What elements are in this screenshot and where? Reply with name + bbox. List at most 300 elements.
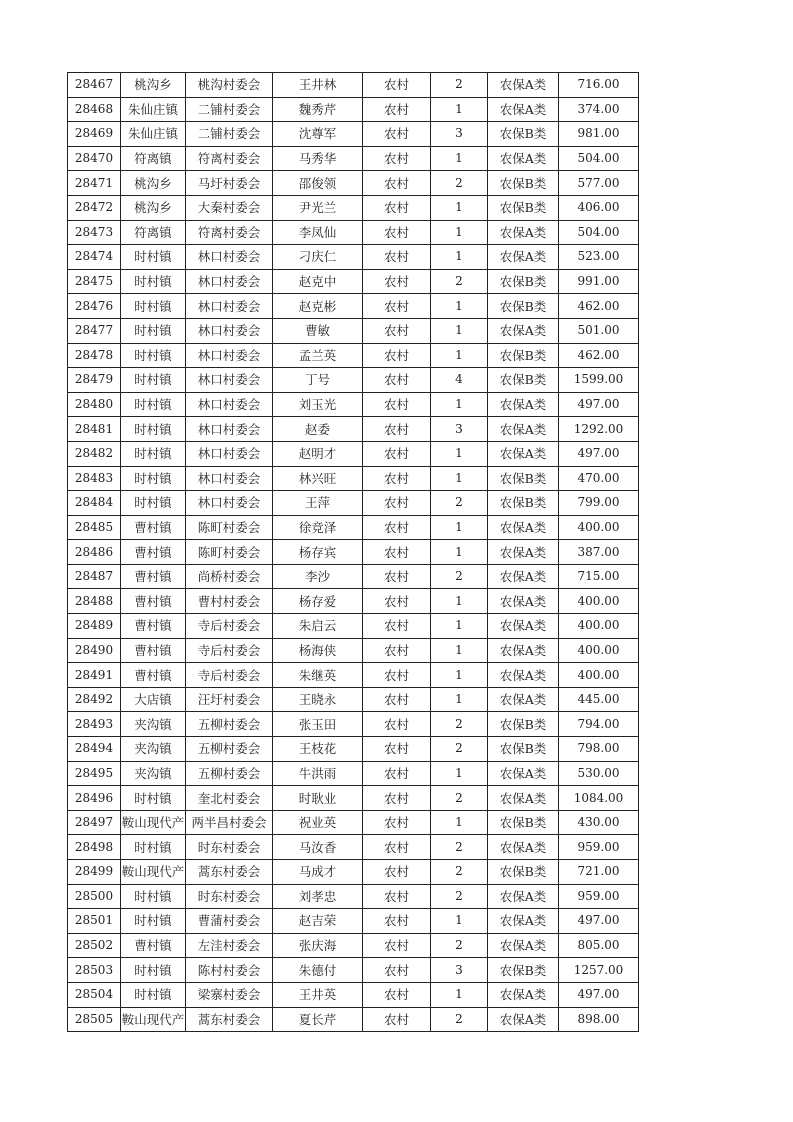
household-count-cell: 2 — [431, 933, 488, 958]
area-type-cell: 农村 — [363, 982, 431, 1007]
area-type-cell: 农村 — [363, 269, 431, 294]
person-name-cell: 王井林 — [273, 73, 363, 98]
table-row — [68, 712, 639, 737]
town-cell: 曹村镇 — [121, 933, 186, 958]
table-row — [68, 318, 639, 343]
insurance-type-cell: 农保A类 — [488, 73, 559, 98]
record-id-cell: 28486 — [68, 540, 121, 565]
insurance-type-cell: 农保A类 — [488, 638, 559, 663]
amount-cell: 530.00 — [559, 761, 639, 786]
town-cell: 鞍山现代产 — [121, 1007, 186, 1032]
village-committee-cell: 符离村委会 — [186, 220, 273, 245]
record-id-cell: 28500 — [68, 884, 121, 909]
village-committee-cell: 五柳村委会 — [186, 737, 273, 762]
household-count-cell: 1 — [431, 638, 488, 663]
village-committee-cell: 符离村委会 — [186, 146, 273, 171]
area-type-cell: 农村 — [363, 958, 431, 983]
town-cell: 夹沟镇 — [121, 761, 186, 786]
household-count-cell: 2 — [431, 835, 488, 860]
record-id-cell: 28478 — [68, 343, 121, 368]
village-committee-cell: 林口村委会 — [186, 269, 273, 294]
area-type-cell: 农村 — [363, 441, 431, 466]
table-row — [68, 73, 639, 98]
village-committee-cell: 林口村委会 — [186, 417, 273, 442]
person-name-cell: 赵吉荣 — [273, 909, 363, 934]
area-type-cell: 农村 — [363, 933, 431, 958]
person-name-cell: 祝业英 — [273, 810, 363, 835]
table-row — [68, 122, 639, 147]
area-type-cell: 农村 — [363, 589, 431, 614]
amount-cell: 374.00 — [559, 97, 639, 122]
records-table-body — [68, 73, 639, 1032]
amount-cell: 400.00 — [559, 663, 639, 688]
person-name-cell: 王萍 — [273, 491, 363, 516]
person-name-cell: 张玉田 — [273, 712, 363, 737]
table-row — [68, 884, 639, 909]
area-type-cell: 农村 — [363, 97, 431, 122]
amount-cell: 981.00 — [559, 122, 639, 147]
household-count-cell: 1 — [431, 318, 488, 343]
area-type-cell: 农村 — [363, 737, 431, 762]
town-cell: 时村镇 — [121, 466, 186, 491]
area-type-cell: 农村 — [363, 884, 431, 909]
area-type-cell: 农村 — [363, 515, 431, 540]
amount-cell: 1292.00 — [559, 417, 639, 442]
town-cell: 曹村镇 — [121, 515, 186, 540]
area-type-cell: 农村 — [363, 294, 431, 319]
person-name-cell: 沈尊军 — [273, 122, 363, 147]
insurance-type-cell: 农保B类 — [488, 860, 559, 885]
person-name-cell: 马成才 — [273, 860, 363, 885]
record-id-cell: 28480 — [68, 392, 121, 417]
area-type-cell: 农村 — [363, 392, 431, 417]
table-row — [68, 392, 639, 417]
town-cell: 时村镇 — [121, 835, 186, 860]
person-name-cell: 朱启云 — [273, 614, 363, 639]
village-committee-cell: 曹村村委会 — [186, 589, 273, 614]
record-id-cell: 28497 — [68, 810, 121, 835]
area-type-cell: 农村 — [363, 491, 431, 516]
insurance-type-cell: 农保B类 — [488, 269, 559, 294]
amount-cell: 462.00 — [559, 294, 639, 319]
table-row — [68, 245, 639, 270]
town-cell: 时村镇 — [121, 318, 186, 343]
table-row — [68, 786, 639, 811]
town-cell: 曹村镇 — [121, 540, 186, 565]
household-count-cell: 1 — [431, 97, 488, 122]
town-cell: 时村镇 — [121, 982, 186, 1007]
insurance-type-cell: 农保A类 — [488, 761, 559, 786]
village-committee-cell: 五柳村委会 — [186, 761, 273, 786]
household-count-cell: 1 — [431, 909, 488, 934]
insurance-type-cell: 农保B类 — [488, 122, 559, 147]
person-name-cell: 刘玉光 — [273, 392, 363, 417]
insurance-type-cell: 农保B类 — [488, 343, 559, 368]
town-cell: 时村镇 — [121, 368, 186, 393]
amount-cell: 1084.00 — [559, 786, 639, 811]
table-row — [68, 294, 639, 319]
table-row — [68, 614, 639, 639]
record-id-cell: 28492 — [68, 687, 121, 712]
village-committee-cell: 时东村委会 — [186, 835, 273, 860]
record-id-cell: 28476 — [68, 294, 121, 319]
insurance-type-cell: 农保A类 — [488, 884, 559, 909]
amount-cell: 504.00 — [559, 146, 639, 171]
town-cell: 曹村镇 — [121, 614, 186, 639]
village-committee-cell: 林口村委会 — [186, 466, 273, 491]
village-committee-cell: 寺后村委会 — [186, 638, 273, 663]
record-id-cell: 28504 — [68, 982, 121, 1007]
household-count-cell: 3 — [431, 417, 488, 442]
record-id-cell: 28468 — [68, 97, 121, 122]
household-count-cell: 2 — [431, 171, 488, 196]
amount-cell: 798.00 — [559, 737, 639, 762]
amount-cell: 959.00 — [559, 884, 639, 909]
record-id-cell: 28472 — [68, 195, 121, 220]
table-row — [68, 958, 639, 983]
table-row — [68, 146, 639, 171]
record-id-cell: 28490 — [68, 638, 121, 663]
record-id-cell: 28493 — [68, 712, 121, 737]
area-type-cell: 农村 — [363, 73, 431, 98]
insurance-type-cell: 农保B类 — [488, 195, 559, 220]
person-name-cell: 魏秀芹 — [273, 97, 363, 122]
village-committee-cell: 两半昌村委会 — [186, 810, 273, 835]
person-name-cell: 邵俊领 — [273, 171, 363, 196]
insurance-type-cell: 农保A类 — [488, 589, 559, 614]
amount-cell: 497.00 — [559, 982, 639, 1007]
area-type-cell: 农村 — [363, 220, 431, 245]
town-cell: 桃沟乡 — [121, 73, 186, 98]
area-type-cell: 农村 — [363, 712, 431, 737]
record-id-cell: 28499 — [68, 860, 121, 885]
insurance-type-cell: 农保A类 — [488, 909, 559, 934]
record-id-cell: 28483 — [68, 466, 121, 491]
table-row — [68, 589, 639, 614]
table-row — [68, 515, 639, 540]
amount-cell: 497.00 — [559, 441, 639, 466]
household-count-cell: 1 — [431, 540, 488, 565]
area-type-cell: 农村 — [363, 909, 431, 934]
area-type-cell: 农村 — [363, 638, 431, 663]
person-name-cell: 李沙 — [273, 564, 363, 589]
area-type-cell: 农村 — [363, 146, 431, 171]
household-count-cell: 1 — [431, 245, 488, 270]
amount-cell: 470.00 — [559, 466, 639, 491]
person-name-cell: 赵委 — [273, 417, 363, 442]
insurance-type-cell: 农保A类 — [488, 392, 559, 417]
person-name-cell: 赵克中 — [273, 269, 363, 294]
household-count-cell: 2 — [431, 712, 488, 737]
table-row — [68, 982, 639, 1007]
village-committee-cell: 林口村委会 — [186, 343, 273, 368]
area-type-cell: 农村 — [363, 318, 431, 343]
village-committee-cell: 二铺村委会 — [186, 122, 273, 147]
village-committee-cell: 林口村委会 — [186, 392, 273, 417]
household-count-cell: 1 — [431, 614, 488, 639]
area-type-cell: 农村 — [363, 860, 431, 885]
village-committee-cell: 林口村委会 — [186, 368, 273, 393]
insurance-type-cell: 农保A类 — [488, 220, 559, 245]
insurance-type-cell: 农保B类 — [488, 810, 559, 835]
person-name-cell: 马秀华 — [273, 146, 363, 171]
town-cell: 夹沟镇 — [121, 712, 186, 737]
person-name-cell: 刁庆仁 — [273, 245, 363, 270]
person-name-cell: 夏长芹 — [273, 1007, 363, 1032]
table-row — [68, 810, 639, 835]
person-name-cell: 李凤仙 — [273, 220, 363, 245]
amount-cell: 805.00 — [559, 933, 639, 958]
town-cell: 时村镇 — [121, 343, 186, 368]
amount-cell: 959.00 — [559, 835, 639, 860]
table-row — [68, 171, 639, 196]
town-cell: 桃沟乡 — [121, 171, 186, 196]
table-row — [68, 933, 639, 958]
table-row — [68, 466, 639, 491]
household-count-cell: 1 — [431, 294, 488, 319]
amount-cell: 721.00 — [559, 860, 639, 885]
amount-cell: 430.00 — [559, 810, 639, 835]
town-cell: 曹村镇 — [121, 638, 186, 663]
insurance-type-cell: 农保B类 — [488, 171, 559, 196]
person-name-cell: 王井英 — [273, 982, 363, 1007]
area-type-cell: 农村 — [363, 564, 431, 589]
insurance-type-cell: 农保A类 — [488, 564, 559, 589]
household-count-cell: 2 — [431, 1007, 488, 1032]
table-row — [68, 368, 639, 393]
village-committee-cell: 林口村委会 — [186, 441, 273, 466]
amount-cell: 799.00 — [559, 491, 639, 516]
village-committee-cell: 蒿东村委会 — [186, 860, 273, 885]
village-committee-cell: 蒿东村委会 — [186, 1007, 273, 1032]
area-type-cell: 农村 — [363, 663, 431, 688]
insurance-type-cell: 农保A类 — [488, 835, 559, 860]
table-row — [68, 343, 639, 368]
amount-cell: 462.00 — [559, 343, 639, 368]
village-committee-cell: 寺后村委会 — [186, 614, 273, 639]
insurance-type-cell: 农保A类 — [488, 614, 559, 639]
table-row — [68, 97, 639, 122]
table-row — [68, 491, 639, 516]
household-count-cell: 1 — [431, 195, 488, 220]
amount-cell: 387.00 — [559, 540, 639, 565]
village-committee-cell: 桃沟村委会 — [186, 73, 273, 98]
person-name-cell: 朱德付 — [273, 958, 363, 983]
village-committee-cell: 陈町村委会 — [186, 515, 273, 540]
insurance-type-cell: 农保B类 — [488, 958, 559, 983]
area-type-cell: 农村 — [363, 245, 431, 270]
household-count-cell: 2 — [431, 564, 488, 589]
town-cell: 鞍山现代产 — [121, 810, 186, 835]
insurance-type-cell: 农保A类 — [488, 982, 559, 1007]
village-committee-cell: 马圩村委会 — [186, 171, 273, 196]
village-committee-cell: 陈町村委会 — [186, 540, 273, 565]
insurance-type-cell: 农保A类 — [488, 687, 559, 712]
village-committee-cell: 林口村委会 — [186, 294, 273, 319]
person-name-cell: 时耿业 — [273, 786, 363, 811]
household-count-cell: 1 — [431, 663, 488, 688]
record-id-cell: 28491 — [68, 663, 121, 688]
person-name-cell: 刘孝忠 — [273, 884, 363, 909]
area-type-cell: 农村 — [363, 368, 431, 393]
record-id-cell: 28496 — [68, 786, 121, 811]
village-committee-cell: 陈村村委会 — [186, 958, 273, 983]
insurance-type-cell: 农保A类 — [488, 933, 559, 958]
household-count-cell: 2 — [431, 737, 488, 762]
household-count-cell: 2 — [431, 491, 488, 516]
area-type-cell: 农村 — [363, 786, 431, 811]
person-name-cell: 马汝香 — [273, 835, 363, 860]
table-row — [68, 835, 639, 860]
town-cell: 时村镇 — [121, 294, 186, 319]
record-id-cell: 28487 — [68, 564, 121, 589]
person-name-cell: 丁号 — [273, 368, 363, 393]
record-id-cell: 28498 — [68, 835, 121, 860]
amount-cell: 445.00 — [559, 687, 639, 712]
record-id-cell: 28488 — [68, 589, 121, 614]
amount-cell: 1257.00 — [559, 958, 639, 983]
household-count-cell: 2 — [431, 73, 488, 98]
household-count-cell: 1 — [431, 343, 488, 368]
household-count-cell: 2 — [431, 860, 488, 885]
person-name-cell: 赵明才 — [273, 441, 363, 466]
insurance-type-cell: 农保A类 — [488, 540, 559, 565]
town-cell: 桃沟乡 — [121, 195, 186, 220]
table-row — [68, 687, 639, 712]
amount-cell: 400.00 — [559, 638, 639, 663]
amount-cell: 715.00 — [559, 564, 639, 589]
household-count-cell: 1 — [431, 146, 488, 171]
town-cell: 时村镇 — [121, 441, 186, 466]
person-name-cell: 尹光兰 — [273, 195, 363, 220]
table-row — [68, 761, 639, 786]
area-type-cell: 农村 — [363, 195, 431, 220]
record-id-cell: 28484 — [68, 491, 121, 516]
table-row — [68, 269, 639, 294]
town-cell: 夹沟镇 — [121, 737, 186, 762]
record-id-cell: 28481 — [68, 417, 121, 442]
household-count-cell: 2 — [431, 786, 488, 811]
person-name-cell: 杨存爱 — [273, 589, 363, 614]
area-type-cell: 农村 — [363, 171, 431, 196]
household-count-cell: 3 — [431, 958, 488, 983]
record-id-cell: 28469 — [68, 122, 121, 147]
town-cell: 曹村镇 — [121, 589, 186, 614]
area-type-cell: 农村 — [363, 417, 431, 442]
town-cell: 时村镇 — [121, 269, 186, 294]
area-type-cell: 农村 — [363, 1007, 431, 1032]
person-name-cell: 孟兰英 — [273, 343, 363, 368]
table-row — [68, 860, 639, 885]
table-row — [68, 1007, 639, 1032]
village-committee-cell: 二铺村委会 — [186, 97, 273, 122]
village-committee-cell: 梁寨村委会 — [186, 982, 273, 1007]
household-count-cell: 2 — [431, 269, 488, 294]
area-type-cell: 农村 — [363, 466, 431, 491]
household-count-cell: 1 — [431, 982, 488, 1007]
town-cell: 大店镇 — [121, 687, 186, 712]
record-id-cell: 28501 — [68, 909, 121, 934]
record-id-cell: 28479 — [68, 368, 121, 393]
amount-cell: 716.00 — [559, 73, 639, 98]
town-cell: 曹村镇 — [121, 663, 186, 688]
record-id-cell: 28502 — [68, 933, 121, 958]
village-committee-cell: 林口村委会 — [186, 318, 273, 343]
insurance-type-cell: 农保A类 — [488, 1007, 559, 1032]
town-cell: 时村镇 — [121, 392, 186, 417]
amount-cell: 400.00 — [559, 614, 639, 639]
household-count-cell: 4 — [431, 368, 488, 393]
table-row — [68, 564, 639, 589]
person-name-cell: 杨海侠 — [273, 638, 363, 663]
record-id-cell: 28489 — [68, 614, 121, 639]
insurance-type-cell: 农保B类 — [488, 712, 559, 737]
town-cell: 鞍山现代产 — [121, 860, 186, 885]
record-id-cell: 28473 — [68, 220, 121, 245]
table-row — [68, 909, 639, 934]
record-id-cell: 28485 — [68, 515, 121, 540]
record-id-cell: 28494 — [68, 737, 121, 762]
person-name-cell: 赵克彬 — [273, 294, 363, 319]
household-count-cell: 1 — [431, 220, 488, 245]
village-committee-cell: 左洼村委会 — [186, 933, 273, 958]
insurance-type-cell: 农保B类 — [488, 491, 559, 516]
town-cell: 时村镇 — [121, 417, 186, 442]
household-count-cell: 1 — [431, 515, 488, 540]
amount-cell: 400.00 — [559, 589, 639, 614]
area-type-cell: 农村 — [363, 540, 431, 565]
household-count-cell: 1 — [431, 441, 488, 466]
table-row — [68, 737, 639, 762]
insurance-type-cell: 农保A类 — [488, 245, 559, 270]
area-type-cell: 农村 — [363, 614, 431, 639]
insurance-type-cell: 农保A类 — [488, 663, 559, 688]
record-id-cell: 28477 — [68, 318, 121, 343]
person-name-cell: 牛洪雨 — [273, 761, 363, 786]
amount-cell: 501.00 — [559, 318, 639, 343]
record-id-cell: 28471 — [68, 171, 121, 196]
person-name-cell: 林兴旺 — [273, 466, 363, 491]
town-cell: 朱仙庄镇 — [121, 122, 186, 147]
record-id-cell: 28482 — [68, 441, 121, 466]
record-id-cell: 28505 — [68, 1007, 121, 1032]
insurance-type-cell: 农保A类 — [488, 417, 559, 442]
village-committee-cell: 时东村委会 — [186, 884, 273, 909]
table-row — [68, 417, 639, 442]
record-id-cell: 28503 — [68, 958, 121, 983]
insurance-type-cell: 农保B类 — [488, 466, 559, 491]
area-type-cell: 农村 — [363, 835, 431, 860]
household-count-cell: 1 — [431, 810, 488, 835]
town-cell: 时村镇 — [121, 958, 186, 983]
area-type-cell: 农村 — [363, 343, 431, 368]
household-count-cell: 1 — [431, 589, 488, 614]
record-id-cell: 28474 — [68, 245, 121, 270]
town-cell: 时村镇 — [121, 491, 186, 516]
insurance-type-cell: 农保B类 — [488, 368, 559, 393]
insurance-type-cell: 农保A类 — [488, 318, 559, 343]
household-count-cell: 2 — [431, 884, 488, 909]
record-id-cell: 28467 — [68, 73, 121, 98]
area-type-cell: 农村 — [363, 761, 431, 786]
household-count-cell: 1 — [431, 466, 488, 491]
table-row — [68, 441, 639, 466]
amount-cell: 898.00 — [559, 1007, 639, 1032]
village-committee-cell: 大秦村委会 — [186, 195, 273, 220]
village-committee-cell: 林口村委会 — [186, 491, 273, 516]
person-name-cell: 徐竞泽 — [273, 515, 363, 540]
town-cell: 符离镇 — [121, 220, 186, 245]
